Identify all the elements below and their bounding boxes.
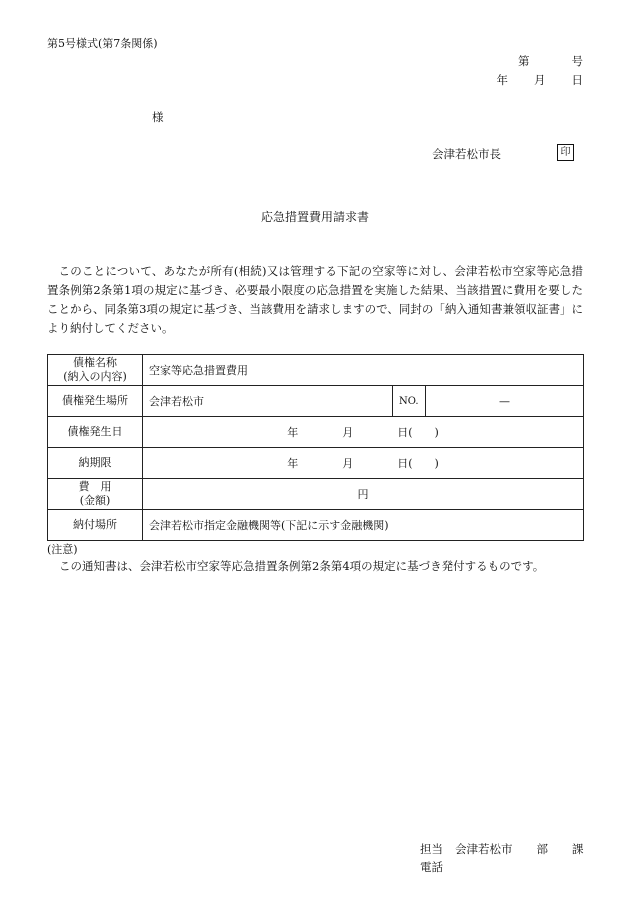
contact-bu: 部 (536, 842, 548, 856)
amount-label (48, 479, 143, 510)
number-label: NO. (393, 386, 426, 417)
date-day: 日 (571, 73, 583, 87)
due-date-label: 納期限 (48, 448, 143, 479)
table-row (48, 448, 584, 479)
date-month: 月 (534, 73, 546, 87)
due-date-close: ) (434, 457, 439, 470)
table-row (48, 479, 584, 510)
addressee-suffix: 様 (152, 110, 164, 124)
amount-label-line2: (金額) (79, 494, 111, 507)
number-prefix: 第 (518, 54, 530, 68)
amount-label-line1: 費 用 (78, 480, 112, 493)
table-row (48, 510, 584, 541)
contact-ka: 課 (572, 842, 584, 856)
claim-date-value (143, 417, 584, 448)
due-date-year: 年 (287, 457, 299, 470)
note-text: この通知書は、会津若松市空家等応急措置条例第2条第4項の規定に基づき発付するものです。 (59, 559, 545, 573)
due-date-day: 日( (397, 457, 413, 470)
body-paragraph: このことについて、あなたが所有(相続)又は管理する下記の空家等に対し、会津若松市空家等応急措置条例第2条第1項の規定に基づき、必要最小限度の応急措置を実施した結果、当該措置に費用を要したことから、同条第3項の規定に基づき、当該費用を請求しますので、同封の「納入通知書兼領収証書」により納付してください。 (47, 264, 583, 335)
claim-place-label: 債権発生場所 (48, 386, 143, 417)
claim-date-year: 年 (287, 426, 299, 439)
note-heading: (注意) (47, 543, 78, 556)
claim-name-label (48, 355, 143, 386)
contact-city: 会津若松市 (455, 842, 513, 856)
claim-name-label-line1: 債権名称 (73, 356, 117, 369)
number-value: — (426, 386, 584, 417)
contact-phone: 電話 (420, 860, 443, 874)
payment-place-label: 納付場所 (48, 510, 143, 541)
amount-value: 円 (143, 479, 584, 510)
number-suffix: 号 (571, 54, 583, 68)
seal-mark: 印 (557, 144, 574, 161)
contact-tanto: 担当 (420, 842, 443, 856)
issuer-name: 会津若松市長 (432, 147, 501, 161)
claim-date-day: 日( (397, 426, 413, 439)
table-row (48, 386, 584, 417)
form-label: 第5号様式(第7条関係) (47, 37, 158, 50)
document-number (518, 53, 583, 69)
payment-place-value: 会津若松市指定金融機関等(下記に示す金融機関) (143, 510, 584, 541)
claim-name-value: 空家等応急措置費用 (143, 355, 584, 386)
table-row (48, 355, 584, 386)
document-title: 応急措置費用請求書 (260, 210, 369, 224)
due-date-month: 月 (342, 457, 354, 470)
claim-date-month: 月 (342, 426, 354, 439)
claim-name-label-line2: (納入の内容) (63, 370, 127, 383)
claim-date-close: ) (434, 426, 439, 439)
claim-date-label: 債権発生日 (48, 417, 143, 448)
contact-department (420, 841, 584, 857)
due-date-value (143, 448, 584, 479)
date-year: 年 (496, 73, 508, 87)
claim-place-value: 会津若松市 (143, 386, 393, 417)
issue-date (497, 72, 584, 88)
claim-info-table (47, 354, 584, 541)
table-row (48, 417, 584, 448)
